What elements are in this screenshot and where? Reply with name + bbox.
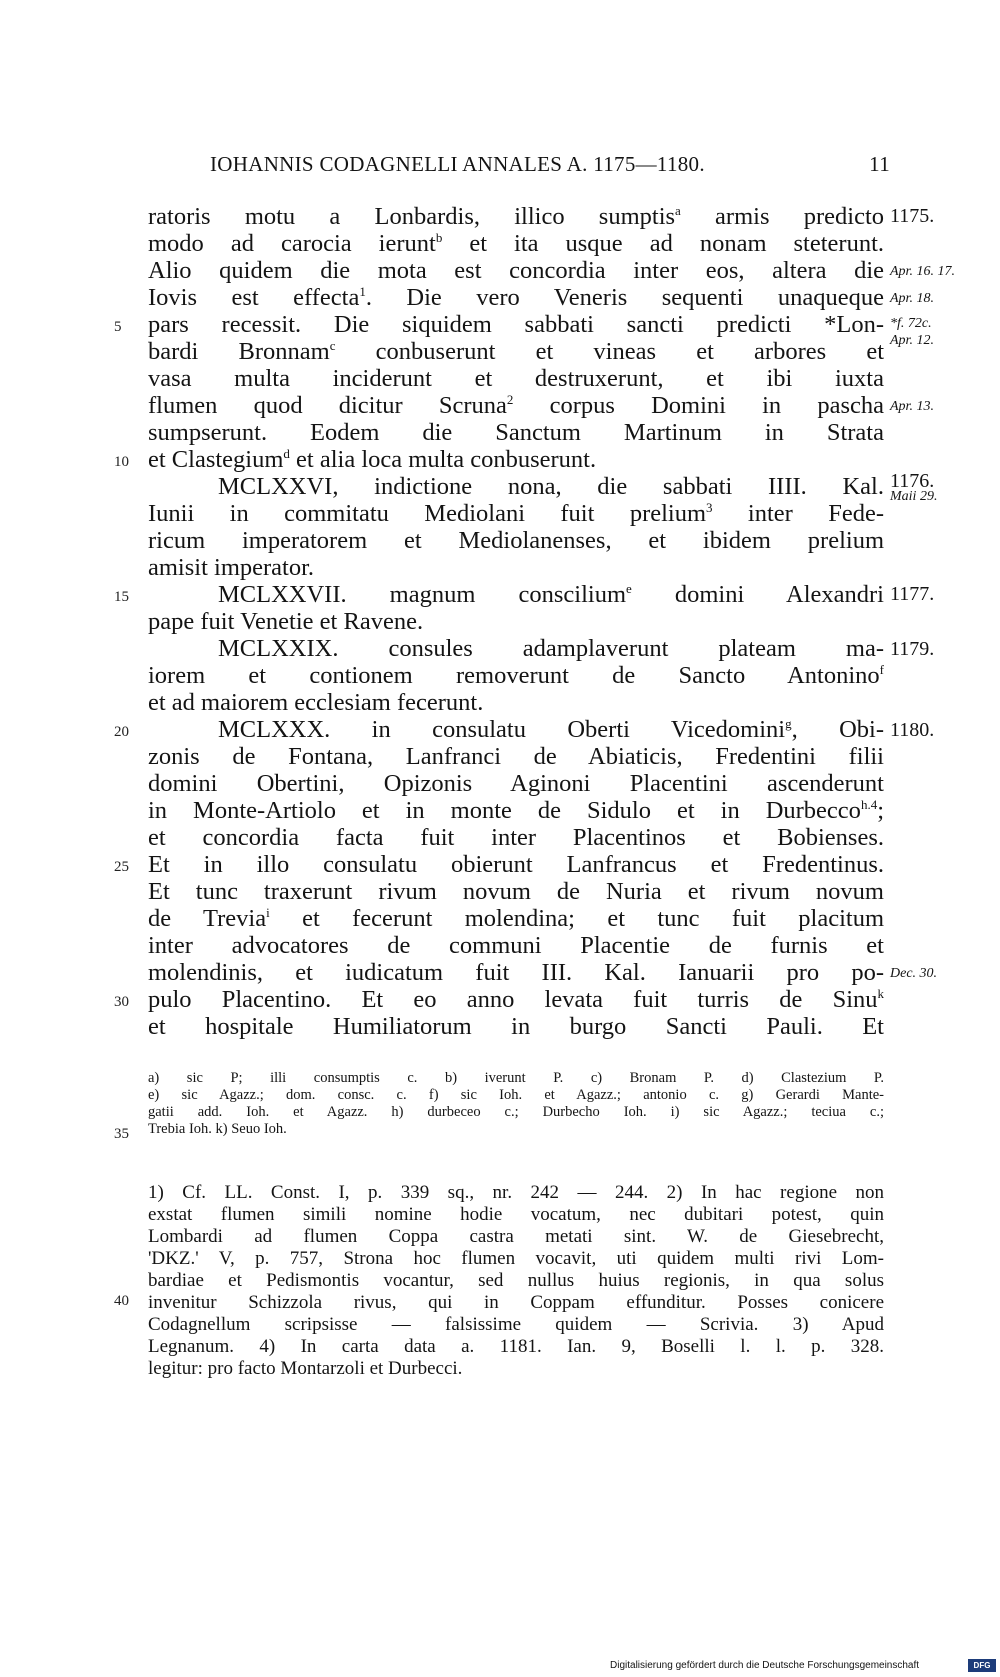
line-number: 35 bbox=[114, 1126, 129, 1142]
text-line-16: pape fuit Venetie et Ravene. bbox=[148, 608, 424, 635]
margin-date: Apr. 18. bbox=[890, 291, 934, 306]
text-line-25: Et in illo consulatu obierunt Lanfrancus et Fredentinus. bbox=[148, 851, 884, 878]
text-line-31: et hospitale Humiliatorum in burgo Sancti Pauli. Et bbox=[148, 1013, 884, 1040]
text-line-28: inter advocatores de communi Placentie de furnis et bbox=[148, 932, 884, 959]
text-line-30: pulo Placentino. Et eo anno levata fuit turris de Sinu$^k$ bbox=[148, 985, 884, 1013]
footnote-line: Codagnellum scripsisse — falsissime quidem — Scrivia. 3) Apud bbox=[148, 1314, 884, 1335]
variant-note-line: e) sic Agazz.; dom. consc. c. f) sic Ioh. et Agazz.; antonio c. g) Gerardi Mante- bbox=[148, 1087, 884, 1103]
text-line-10: et Clastegium$^d$ et alia loca multa conbuserunt. bbox=[148, 445, 597, 473]
line-number: 40 bbox=[114, 1293, 129, 1309]
header-title: IOHANNIS CODAGNELLI ANNALES A. 1175—1180. bbox=[210, 152, 705, 176]
footnote-line: Lombardi ad flumen Coppa castra metati sint. W. de Giesebrecht, bbox=[148, 1226, 884, 1247]
footnote-line: exstat flumen simili nomine hodie vocatum, nec dubitari potest, quin bbox=[148, 1204, 884, 1225]
text-line-26: Et tunc traxerunt rivum novum de Nuria et rivum novum bbox=[148, 878, 884, 905]
page-number: 11 bbox=[869, 152, 890, 176]
line-number: 20 bbox=[114, 724, 129, 740]
text-line-23: in Monte-Artiolo et in monte de Sidulo et in Durbecco$^{h.4}$; bbox=[148, 796, 884, 824]
text-line-13: ricum imperatorem et Mediolanenses, et ibidem prelium bbox=[148, 527, 884, 554]
text-line-19: et ad maiorem ecclesiam fecerunt. bbox=[148, 689, 484, 716]
line-number: 30 bbox=[114, 994, 129, 1010]
text-line-12: Iunii in commitatu Mediolani fuit prelium$^3$ inter Fede- bbox=[148, 499, 885, 527]
margin-date: Dec. 30. bbox=[890, 966, 938, 981]
margin-year: 1177. bbox=[890, 583, 935, 605]
text-line-11: MCLXXVI, indictione nona, die sabbati IIII. Kal. bbox=[218, 473, 884, 500]
text-line-17: MCLXXIX. consules adamplaverunt plateam ma- bbox=[218, 635, 884, 662]
variant-note-line: a) sic P; illi consumptis c. b) iverunt P. c) Bronam P. d) Clastezium P. bbox=[148, 1070, 884, 1086]
text-line-4: Iovis est effecta$^1$. Die vero Veneris sequenti unaqueque bbox=[148, 283, 884, 311]
footnote-line: legitur: pro facto Montarzoli et Durbecci. bbox=[148, 1358, 463, 1379]
margin-year: 1179. bbox=[890, 638, 935, 660]
footnote-line: Legnanum. 4) In carta data a. 1181. Ian. 9, Boselli l. l. p. 328. bbox=[148, 1336, 884, 1357]
text-line-27: de Trevia$^i$ et fecerunt molendina; et tunc fuit placitum bbox=[148, 904, 885, 932]
margin-year: 1175. bbox=[890, 205, 935, 227]
text-line-22: domini Obertini, Opizonis Aginoni Placentini ascenderunt bbox=[148, 770, 884, 797]
variant-note-line: Trebia Ioh. k) Seuo Ioh. bbox=[148, 1121, 287, 1137]
variant-note-line: gatii add. Ioh. et Agazz. h) durbeceo c.; Durbecho Ioh. i) sic Agazz.; teciua c.; bbox=[148, 1104, 884, 1120]
footnote-line: 1) Cf. LL. Const. I, p. 339 sq., nr. 242 — 244. 2) In hac regione non bbox=[148, 1182, 884, 1203]
dfg-logo: DFG bbox=[968, 1659, 996, 1672]
margin-date: Apr. 12. bbox=[890, 333, 934, 348]
text-line-20: MCLXXX. in consulatu Oberti Vicedomini$^g$, Obi- bbox=[218, 715, 884, 743]
footnote-line: bardiae et Pedismontis vocantur, sed nullus huius regionis, in qua solus bbox=[148, 1270, 884, 1291]
margin-date: Apr. 16. 17. bbox=[890, 264, 955, 279]
text-line-6: bardi Bronnam$^c$ conbuserunt et vineas et arbores et bbox=[148, 337, 884, 365]
text-line-7: vasa multa inciderunt et destruxerunt, et ibi iuxta bbox=[148, 365, 884, 392]
line-number: 10 bbox=[114, 454, 129, 470]
text-line-5: pars recessit. Die siquidem sabbati sancti predicti *Lon- bbox=[148, 311, 884, 338]
line-number: 25 bbox=[114, 859, 129, 875]
margin-folio: *f. 72c. bbox=[890, 316, 932, 331]
margin-year: 1180. bbox=[890, 719, 935, 741]
text-line-2: modo ad carocia ierunt$^b$ et ita usque ad nonam steterunt. bbox=[148, 229, 885, 257]
line-number: 5 bbox=[114, 319, 122, 335]
running-header bbox=[210, 152, 890, 177]
text-line-24: et concordia facta fuit inter Placentinos et Bobienses. bbox=[148, 824, 884, 851]
footnote-line: invenitur Schizzola rivus, qui in Coppam effunditur. Posses conicere bbox=[148, 1292, 884, 1313]
line-number: 15 bbox=[114, 589, 129, 605]
text-line-15: MCLXXVII. magnum conscilium$^e$ domini Alexandri bbox=[218, 580, 884, 608]
text-line-8: flumen quod dicitur Scruna$^2$ corpus Domini in pascha bbox=[148, 391, 884, 419]
text-line-21: zonis de Fontana, Lanfranci de Abiaticis, Fredentini filii bbox=[148, 743, 884, 770]
margin-date: Apr. 13. bbox=[890, 399, 934, 414]
text-line-14: amisit imperator. bbox=[148, 554, 315, 581]
margin-date: Maii 29. bbox=[890, 489, 938, 504]
digitization-credit: Digitalisierung gefördert durch die Deutsche Forschungsgemeinschaft bbox=[610, 1660, 920, 1671]
text-line-3: Alio quidem die mota est concordia inter eos, altera die bbox=[148, 257, 884, 284]
text-line-18: iorem et contionem removerunt de Sancto Antonino$^f$ bbox=[148, 661, 884, 689]
text-line-9: sumpserunt. Eodem die Sanctum Martinum in Strata bbox=[148, 419, 884, 446]
text-line-1: ratoris motu a Lonbardis, illico sumptis$^a$ armis predicto bbox=[148, 202, 884, 230]
text-line-29: molendinis, et iudicatum fuit III. Kal. Ianuarii pro po- bbox=[148, 959, 884, 986]
footnote-line: 'DKZ.' V, p. 757, Strona hoc flumen vocavit, uti quidem multi rivi Lom- bbox=[148, 1248, 884, 1269]
margin-year: 1176. bbox=[890, 470, 935, 492]
